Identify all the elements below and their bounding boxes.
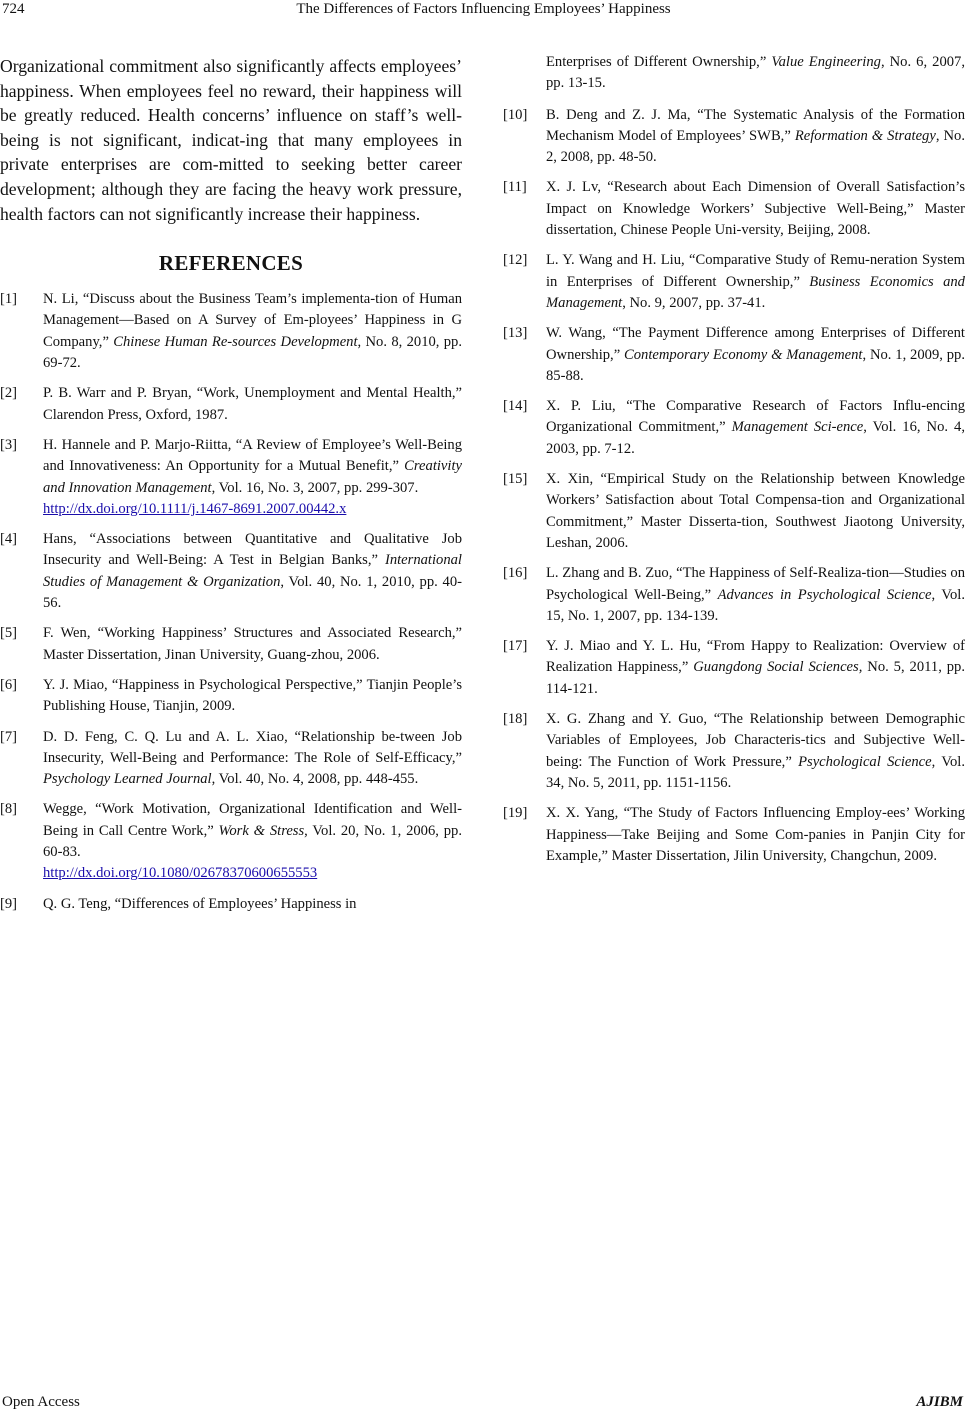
ref-number: [11] <box>503 179 527 196</box>
ref-number: [19] <box>503 805 528 822</box>
ref-text: Q. G. Teng, “Differences of Employees’ Happiness in <box>43 895 357 912</box>
reference-item <box>503 563 965 627</box>
body-paragraph: Organizational commitment also significantly affects employees’ happiness. When employees feel no reward, their happiness will be greatly reduced. Health concerns’ influence on staff’s well-being is not significant, indicat-ing that many employees in private enterprises are com-mitted to seeking better career development; although they are facing the heavy work pressure, health factors can not significantly increase their happiness. <box>0 56 462 224</box>
ref-text: W. Wang, “The Payment Difference among Enterprises of Different Ownership,” <box>546 325 965 363</box>
doi-link[interactable]: http://dx.doi.org/10.1080/02678370600655553 <box>43 865 318 882</box>
reference-item <box>0 289 462 374</box>
ref-number: [10] <box>503 106 528 123</box>
ref-number: [8] <box>0 801 18 818</box>
ref-journal: Psychological Science <box>798 753 932 770</box>
ref-journal: Reformation & Strategy <box>794 127 936 144</box>
references-heading: REFERENCES <box>158 251 304 276</box>
reference-9-continuation <box>503 52 965 95</box>
ref-text: X. Xin, “Empirical Study on the Relationship between Knowledge Workers’ Satisfaction about Total Compensa-tion and Organizational Commitment,” Master Disserta-tion, Southwest Jiaotong University, Leshan, 2006. <box>546 471 965 551</box>
reference-item <box>0 383 462 426</box>
ref-text: X. X. Yang, “The Study of Factors Influencing Employ-ees’ Working Happiness—Take Beijing and Some Com-panies in Panjin City for Example,” Master Dissertation, Jilin University, Changchun, 2009. <box>546 805 965 864</box>
reference-item <box>503 636 965 700</box>
doi-link[interactable]: http://dx.doi.org/10.1111/j.1467-8691.2007.00442.x <box>43 500 347 517</box>
ref-journal: Management Sci-ence <box>731 419 864 436</box>
ref-text: B. Deng and Z. J. Ma, “The Systematic Analysis of the Formation Mechanism Model of Employees’ SWB,” <box>546 106 965 144</box>
ref-text-tail: , No. 9, 2007, pp. 37-41. <box>622 294 766 311</box>
ref-text-tail: , Vol. 16, No. 3, 2007, pp. 299-307. <box>211 479 419 496</box>
ref-number: [5] <box>0 625 18 642</box>
ref-text: H. Hannele and P. Marjo-Riitta, “A Review of Employee’s Well-Being and Innovativeness: An Opportunity for a Mutual Benefit,” <box>43 436 462 475</box>
ref-journal: Guangdong Social Sciences, <box>693 659 863 676</box>
ref-journal: Work & Stress <box>218 822 305 839</box>
ref-journal: Value Engineering <box>771 54 881 70</box>
ref-number: [18] <box>503 711 528 728</box>
ref-text-tail: No. 5, 2011, pp. 114-121. <box>546 659 966 697</box>
footer-journal-abbrev: AJIBM <box>916 1394 963 1410</box>
ref-journal: Creativity and Innovation Management <box>43 458 462 496</box>
ref-text: Y. J. Miao and Y. L. Hu, “From Happy to Realization: Overview of Realization Happiness,” <box>546 638 965 676</box>
ref-number: [1] <box>0 291 18 308</box>
ref-number: [12] <box>503 252 528 269</box>
ref-number: [16] <box>503 565 528 582</box>
ref-number: [9] <box>0 895 18 912</box>
ref-text: Y. J. Miao, “Happiness in Psychological Perspective,” Tianjin People’s Publishing House, Tianjin, 2009. <box>43 676 462 715</box>
reference-list-right <box>503 105 965 868</box>
page-header <box>0 0 967 22</box>
ref-journal: Contemporary Economy & Management <box>624 346 863 363</box>
reference-item <box>0 435 462 520</box>
ref-text: D. D. Feng, C. Q. Lu and A. L. Xiao, “Relationship be-tween Job Insecurity, Well-Being and Performance: The Role of Self-Efficacy,” <box>43 728 462 766</box>
reference-item <box>0 623 462 666</box>
ref-text-tail: , No. 1, 2009, pp. 85-88. <box>546 346 965 384</box>
ref-number: [4] <box>0 531 18 548</box>
ref-journal: Psychology Learned Journal <box>43 771 212 788</box>
reference-item <box>503 177 965 241</box>
reference-item <box>0 799 462 884</box>
left-column <box>0 54 462 924</box>
ref-text-tail: , Vol. 15, No. 1, 2007, pp. 134-139. <box>546 586 965 624</box>
page-footer <box>0 1393 967 1413</box>
ref-text: P. B. Warr and P. Bryan, “Work, Unemployment and Mental Health,” Clarendon Press, Oxford, 1987. <box>43 385 462 423</box>
page-number: 724 <box>2 1 25 17</box>
reference-item <box>503 469 965 554</box>
ref-number: [6] <box>0 676 18 693</box>
ref-text-tail: , Vol. 20, No. 1, 2006, pp. 60-83. <box>43 822 462 860</box>
ref-text-tail: , Vol. 40, No. 1, 2010, pp. 40-56. <box>43 573 462 612</box>
ref-number: [2] <box>0 385 18 402</box>
ref-number: [15] <box>503 471 528 488</box>
ref-text: L. Zhang and B. Zuo, “The Happiness of Self-Realiza-tion—Studies on Psychological Well-Being,” <box>546 565 965 603</box>
ref-text-tail: , No. 8, 2010, pp. 69-72. <box>43 333 463 372</box>
ref-journal: Business Economics and Management <box>546 273 965 311</box>
right-column <box>503 52 965 876</box>
ref-number: [3] <box>0 436 18 453</box>
ref-text-tail: , Vol. 40, No. 4, 2008, pp. 448-455. <box>211 771 419 788</box>
reference-item <box>0 894 462 915</box>
reference-item <box>0 529 462 614</box>
reference-item <box>503 803 965 867</box>
ref-number: [17] <box>503 638 528 655</box>
reference-list-left <box>0 289 462 915</box>
ref-journal: Advances in Psychological Science <box>717 586 932 603</box>
ref-text: N. Li, “Discuss about the Business Team’s implementa-tion of Human Management—Based on A Survey of Em-ployees’ Happiness in G Company,” <box>43 291 462 350</box>
ref-text: Hans, “Associations between Quantitative and Qualitative Job Insecurity and Well-Being: A Test in Belgian Banks,” <box>43 531 462 569</box>
reference-item <box>503 396 965 460</box>
reference-item <box>503 323 965 387</box>
reference-item <box>503 709 965 794</box>
ref-journal: International Studies of Management & Organization <box>43 552 462 590</box>
ref-text: F. Wen, “Working Happiness’ Structures and Associated Research,” Master Dissertation, Jinan University, Guang-zhou, 2006. <box>43 625 462 663</box>
ref-text: X. P. Liu, “The Comparative Research of Factors Influ-encing Organizational Commitment,” <box>546 398 965 436</box>
ref-text: L. Y. Wang and H. Liu, “Comparative Study of Remu-neration System in Enterprises of Different Ownership,” <box>546 252 965 290</box>
reference-item <box>503 250 965 314</box>
reference-item <box>0 675 462 718</box>
ref-text: Enterprises of Different Ownership,” <box>546 54 772 70</box>
ref-journal: Chinese Human Re-sources Development <box>113 333 358 350</box>
ref-text-tail: , Vol. 16, No. 4, 2003, pp. 7-12. <box>546 419 965 457</box>
ref-text: X. G. Zhang and Y. Guo, “The Relationship between Demographic Variables of Employees, Job Characteris-tics and Subjective Well-being: The Function of Work Pressure,” <box>546 711 965 770</box>
reference-item <box>0 727 462 791</box>
running-title: The Differences of Factors Influencing Employees’ Happiness <box>296 1 671 17</box>
ref-text: Wegge, “Work Motivation, Organizational Identification and Well-Being in Call Centre Work,” <box>43 801 462 839</box>
ref-text-tail: , No. 6, 2007, pp. 13-15. <box>546 54 965 92</box>
ref-number: [13] <box>503 325 528 342</box>
ref-number: [7] <box>0 728 18 745</box>
reference-item <box>503 105 965 169</box>
footer-open-access: Open Access <box>2 1394 80 1410</box>
ref-number: [14] <box>503 398 528 415</box>
ref-text: X. J. Lv, “Research about Each Dimension of Overall Satisfaction’s Impact on Knowledge Workers’ Subjective Well-Being,” Master dissertation, Chinese People Uni-versity, Beijing, 2008. <box>546 179 965 239</box>
ref-text-tail: , No. 2, 2008, pp. 48-50. <box>546 127 965 166</box>
ref-text-tail: , Vol. 34, No. 5, 2011, pp. 1151-1156. <box>546 753 965 791</box>
